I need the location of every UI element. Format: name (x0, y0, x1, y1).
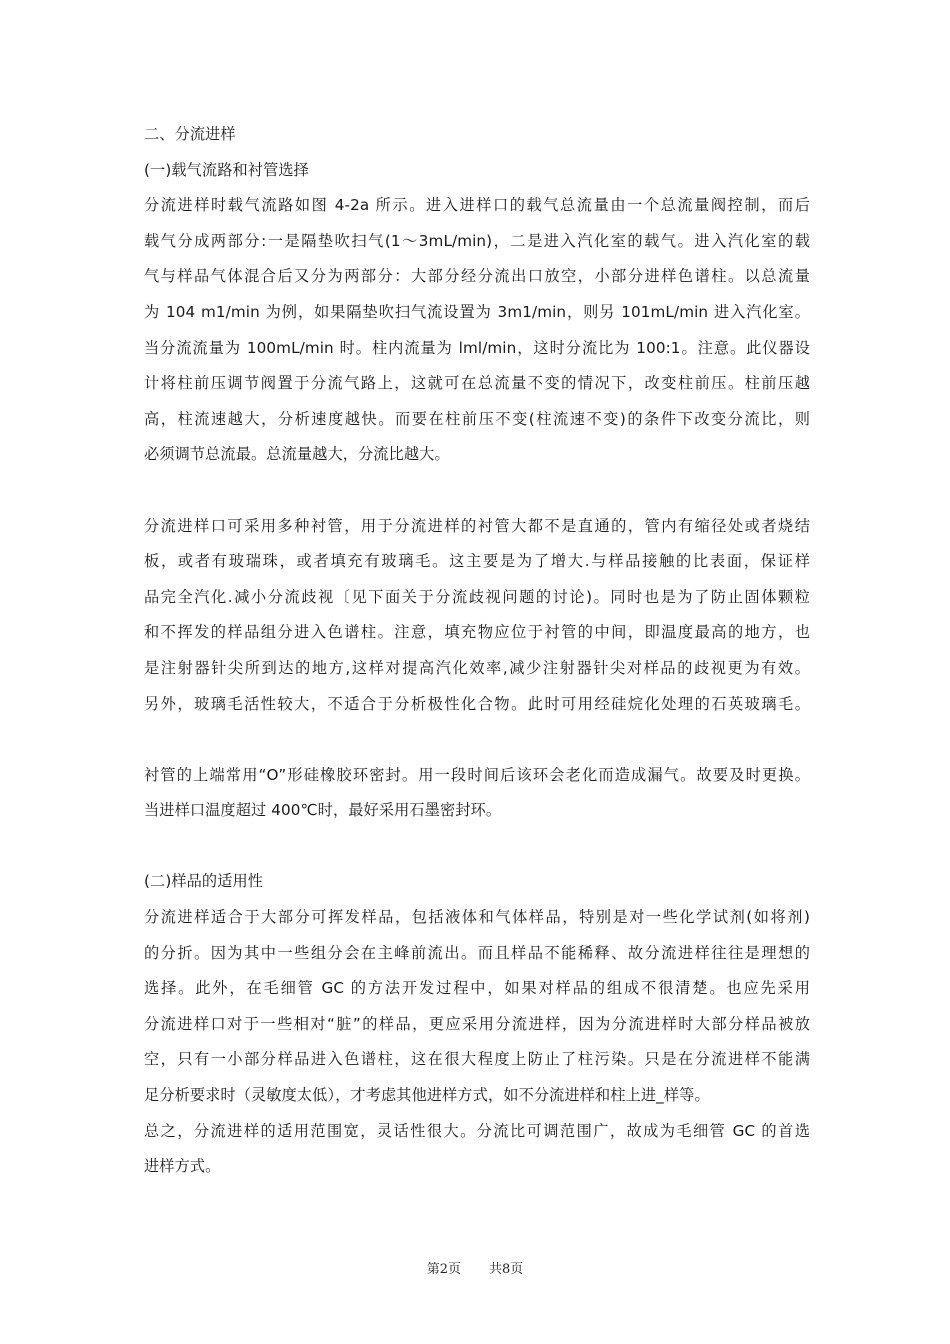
paragraph-liner-types (144, 509, 810, 723)
text-line: 的分折。因为其中一些组分会在主峰前流出。而且样品不能稀释、故分流进样往往是理想的 (144, 943, 810, 962)
text-line: 板，或者有玻瑞珠，或者填充有玻璃毛。这主要是为了增大.与样品接触的比表面，保证样 (144, 552, 810, 571)
text-line: 分流进样口对于一些相对“脏”的样品，更应采用分流进样，因为分流进样时大部分样品被放 (144, 1014, 810, 1033)
paragraph-sample-applicability (144, 900, 810, 1114)
paragraph-spacer (144, 722, 810, 758)
text-line: 为 104 m1/min 为例，如果隔垫吹扫气流设置为 3m1/min，则另 101mL/min 进入汽化室。 (144, 302, 810, 321)
text-line: 另外，玻璃毛活性较大，不适合于分析极性化合物。此时可用经硅烷化处理的石英玻璃毛。 (144, 694, 810, 713)
text-line: 当进样口温度超过 400℃时，最好采用石墨密封环。 (144, 801, 502, 820)
document-body (144, 117, 810, 1185)
text-line: 衬管的上端常用“O”形硅橡胶环密封。用一段时间后该环会老化而造成漏气。故要及时更换。 (144, 765, 810, 784)
text-line: 总之，分流进样的适用范围宽，灵话性很大。分流比可调范围广，故成为毛细管 GC 的首选 (144, 1121, 810, 1140)
text-line: 必须调节总流最。总流量越大，分流比越大。 (144, 445, 450, 464)
paragraph-conclusion (144, 1114, 810, 1185)
text-line: 高，柱流速越大，分析速度越快。而要在柱前压不变(柱流速不变)的条件下改变分流比，则 (144, 409, 810, 428)
section-heading: 二、分流进样 (144, 125, 236, 143)
page-number-current: 第2页 (426, 1262, 461, 1277)
text-line: 是注射器针尖所到达的地方,这样对提高汽化效率,减少注射器针尖对样品的歧视更为有效。 (144, 658, 810, 677)
text-line: 当分流流量为 100mL/min 时。柱内流量为 lml/min，这时分流比为 100:1。注意。此仪器设 (144, 338, 810, 357)
page-footer (0, 1258, 950, 1277)
text-line: 和不挥发的样品组分进入色谱柱。注意，填充物应位于衬管的中间，即温度最高的地方，也 (144, 623, 810, 642)
text-line: 载气分成两部分:一是隔垫吹扫气(1～3mL/min)，二是进入汽化室的载气。进入汽化室的载 (144, 231, 810, 250)
text-line: 进样方式。 (144, 1157, 221, 1176)
subsection-heading-sample-applicability: (二)样品的适用性 (144, 872, 264, 891)
page-number-total: 共8页 (489, 1262, 524, 1277)
paragraph-spacer (144, 829, 810, 865)
text-line: 品完全汽化.减小分流歧视〔见下面关于分流歧视问题的讨论)。同时也是为了防止固体颗粒 (144, 587, 810, 606)
text-line: 气与样品气体混合后又分为两部分：大部分经分流出口放空，小部分进样色谱柱。以总流量 (144, 267, 810, 286)
text-line: 分流进样适合于大部分可挥发样品，包括液体和气体样品，特别是对一些化学试剂(如将剂) (144, 908, 810, 927)
paragraph-liner-seal (144, 758, 810, 829)
text-line: 分流进样时载气流路如图 4-2a 所示。进入进样口的载气总流量由一个总流量阀控制，而后 (144, 196, 810, 215)
text-line: 空，只有一小部分样品进入色谱柱，这在很大程度上防止了柱污染。只是在分流进样不能满 (144, 1050, 810, 1069)
text-line: 选择。此外，在毛细管 GC 的方法开发过程中，如果对样品的组成不很清楚。也应先采用 (144, 979, 810, 998)
paragraph-carrier-gas-flow (144, 188, 810, 473)
text-line: 足分析要求时（灵敏度太低），才考虑其他进样方式，如不分流进样和柱上进_样等。 (144, 1086, 710, 1105)
text-line: 分流进样口可采用多种衬管，用于分流进样的衬管大都不是直通的，管内有缩径处或者烧结 (144, 516, 810, 535)
text-line: 计将柱前压调节阀置于分流气路上，这就可在总流量不变的情况下，改变柱前压。柱前压越 (144, 374, 810, 393)
subsection-heading-carrier-gas: (一)载气流路和衬管选择 (144, 160, 309, 179)
paragraph-spacer (144, 473, 810, 509)
